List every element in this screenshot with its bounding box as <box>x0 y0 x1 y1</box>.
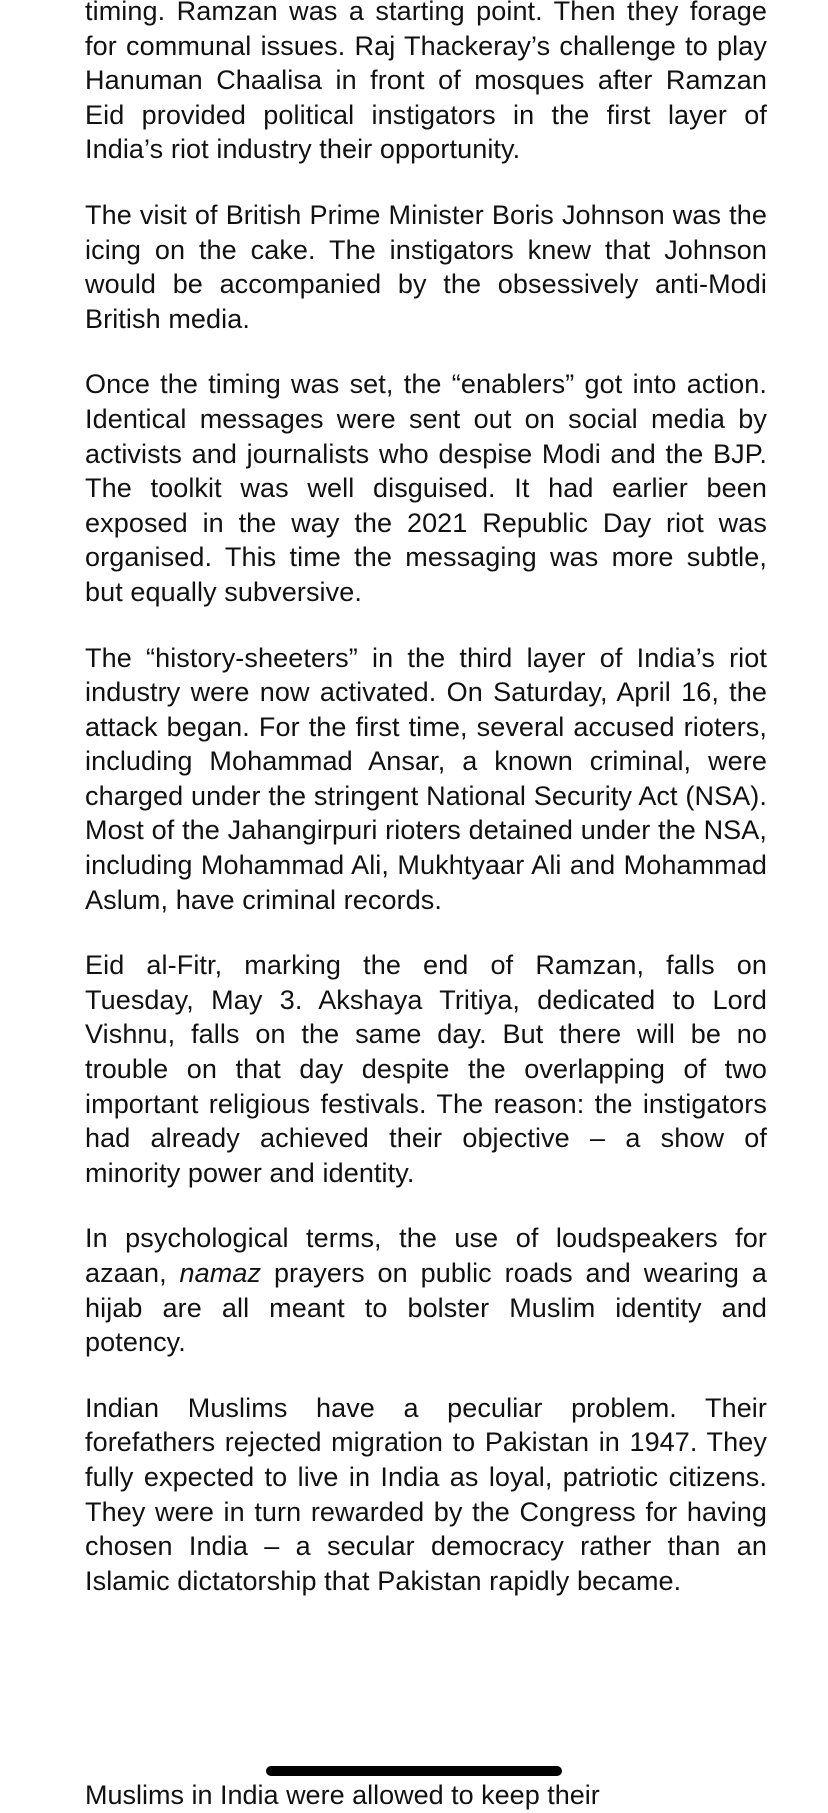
cut-off-paragraph-line: Muslims in India were allowed to keep their <box>85 1780 600 1810</box>
paragraph-2: The visit of British Prime Minister Boris Johnson was the icing on the cake. The instigators knew that Johnson would be accompanied by the obsessively anti-Modi British media. <box>85 199 767 334</box>
paragraph-4: The “history-sheeters” in the third layer of India’s riot industry were now activated. On Saturday, April 16, the attack began. For the first time, several accused rioters, including Mohammad Ansar, a known criminal, were charged under the stringent National Security Act (NSA). Most of the Jahangirpuri rioters detained under the NSA, including Mohammad Ali, Mukhtyaar Ali and Mohammad Aslum, have criminal records. <box>85 642 767 915</box>
article-body <box>85 0 767 1629</box>
home-indicator-bar[interactable] <box>266 1766 562 1776</box>
paragraph-6-italic: namaz <box>179 1258 262 1288</box>
paragraph-5: Eid al-Fitr, marking the end of Ramzan, falls on Tuesday, May 3. Akshaya Tritiya, dedicated to Lord Vishnu, falls on the same day. But there will be no trouble on that day despite the overlapping of two important religious festivals. The reason: the instigators had already achieved their objective – a show of minority power and identity. <box>85 950 767 1188</box>
paragraph-6-after: prayers on public roads and wearing a hijab are all meant to bolster Muslim identity and potency. <box>85 1258 767 1358</box>
paragraph-6 <box>85 1221 767 1359</box>
paragraph-7: Indian Muslims have a peculiar problem. Their forefathers rejected migration to Pakistan in 1947. They fully expected to live in India as loyal, patriotic citizens. They were in turn rewarded by the Congress for having chosen India – a secular democracy rather than an Islamic dictatorship that Pakistan rapidly became. <box>85 1392 767 1596</box>
paragraph-3: Once the timing was set, the “enablers” got into action. Identical messages were sent out on social media by activists and journalists who despise Modi and the BJP. The toolkit was well disguised. It had earlier been exposed in the way the 2021 Republic Day riot was organised. This time the messaging was more subtle, but equally subversive. <box>85 369 767 607</box>
paragraph-1: timing. Ramzan was a starting point. Then they forage for communal issues. Raj Thackeray’s challenge to play Hanuman Chaalisa in front of mosques after Ramzan Eid provided political instigators in the first layer of India’s riot industry their opportunity. <box>85 0 767 165</box>
paragraph-6-before: In psychological terms, the use of loudspeakers for azaan, <box>85 1223 767 1288</box>
